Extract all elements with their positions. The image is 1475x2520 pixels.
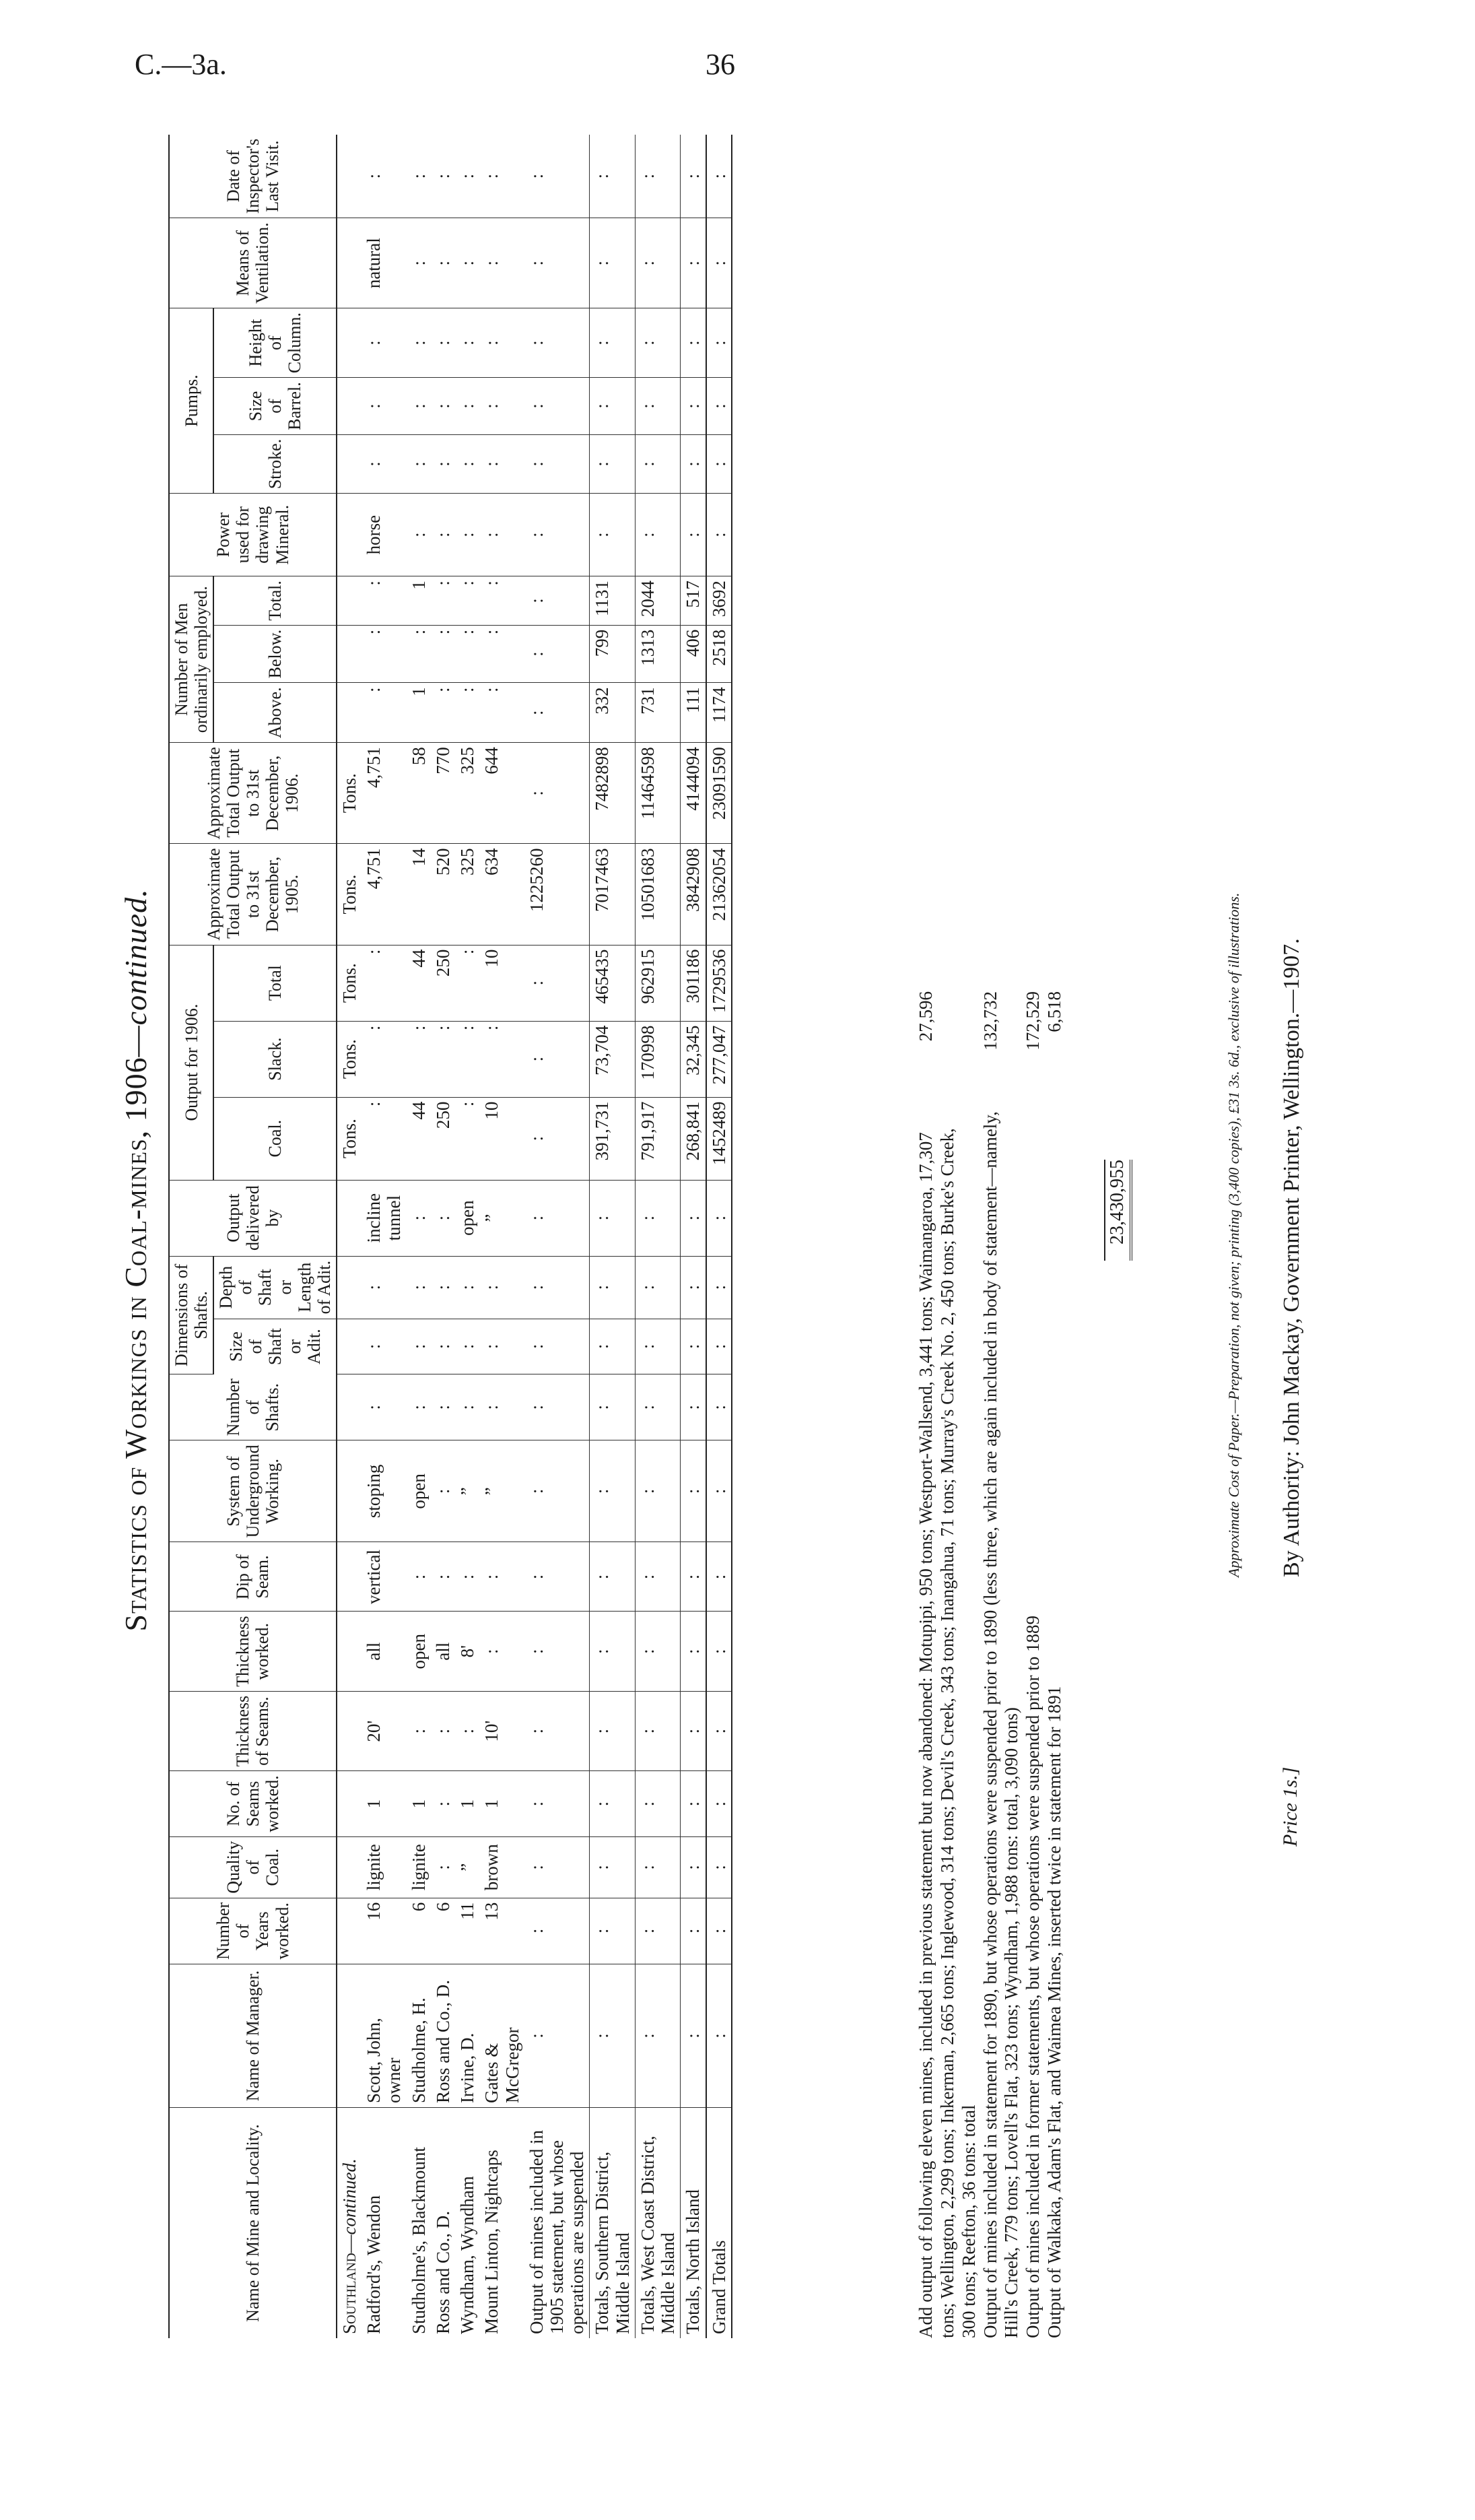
totals-slack: 32,345: [681, 1021, 706, 1097]
cell-total: 44: [407, 945, 431, 1021]
totals-t1906: 11464598: [635, 743, 680, 844]
header-manager: Name of Manager.: [169, 1964, 337, 2108]
cell-quality: :: [431, 1836, 455, 1898]
cell-delivered: incline tunnel: [362, 1180, 406, 1256]
cell-above: :: [362, 683, 406, 743]
header-dip: Dip of Seam.: [169, 1542, 337, 1612]
totals-total: 301186: [681, 945, 706, 1021]
cell-below: :: [479, 625, 524, 683]
header-total-1905: Approximate Total Output to 31st December, 1905.: [169, 844, 337, 945]
table-row: [362, 135, 406, 2338]
header-total-1906: Approximate Total Output to 31st December, 1906.: [169, 743, 337, 844]
cell-name: Ross and Co., D.: [432, 2210, 453, 2334]
cell-above: 1: [407, 683, 431, 743]
cell-dip: vertical: [362, 1542, 406, 1612]
unit-total: Tons.: [337, 945, 362, 1021]
cell-coal: :: [455, 1097, 479, 1180]
cell-t1905: 325: [455, 844, 479, 945]
cell-dip: :: [479, 1542, 524, 1612]
page-number: 36: [706, 48, 735, 81]
header-quality: Quality of Coal.: [169, 1836, 337, 1898]
header-thickness-worked: Thickness worked.: [169, 1612, 337, 1691]
totals-t1905: 7017463: [590, 844, 635, 945]
header-depth-shaft: Depth of Shaft or Length of Adit.: [213, 1256, 337, 1319]
header-above: Above.: [213, 683, 337, 743]
header-pumps: Pumps.: [169, 308, 213, 494]
cell-quality: brown: [479, 1836, 524, 1898]
cell-manager: Gates & McGregor: [479, 1964, 524, 2108]
cell-depth: :: [431, 1256, 455, 1319]
cell-delivered: :: [407, 1180, 431, 1256]
cell-coal: 44: [407, 1097, 431, 1180]
cell-thickness: :: [407, 1691, 431, 1770]
cell-above: :: [479, 683, 524, 743]
cell-seams: 1: [362, 1771, 406, 1836]
cell-seams: 1: [407, 1771, 431, 1836]
header-thickness-seams: Thickness of Seams.: [169, 1691, 337, 1770]
suspended-row: Output of mines included in 1905 statement, but whose operations are suspended : : : : : : : : : : : : : : : 1225260 : : : : : : : : : :: [524, 135, 590, 2338]
grand-below: 2518: [706, 625, 732, 683]
cell-vent: :: [407, 218, 431, 308]
footnote-item: [1044, 991, 1066, 2338]
cell-thickness: 10': [479, 1691, 524, 1770]
header-output-1906: Output for 1906.: [169, 945, 213, 1180]
footnote-text: Output of mines included in former statements, but whose operations were suspended prior to 1889: [1023, 1615, 1043, 2338]
cell-name: Studholme's, Blackmount: [408, 2147, 429, 2334]
totals-row: Totals, Southern District, Middle Island : : : : : : : : : : : : 391,731 73,704 465435 7017463 7482898 332 799 1131 : : : : : :: [590, 135, 635, 2338]
cell-men_total: :: [455, 576, 479, 626]
header-column: Height of Column.: [213, 308, 337, 378]
cell-years: 13: [479, 1898, 524, 1964]
cell-quality: lignite: [407, 1836, 431, 1898]
totals-slack: 73,704: [590, 1021, 635, 1097]
totals-coal: 268,841: [681, 1097, 706, 1180]
cell-depth: :: [407, 1256, 431, 1319]
totals-above: 111: [681, 683, 706, 743]
cell-years: 16: [362, 1898, 406, 1964]
header-stroke: Stroke.: [213, 434, 337, 493]
cell-total: 10: [479, 945, 524, 1021]
header-visit: Date of Inspector's Last Visit.: [169, 135, 337, 218]
totals-above: 731: [635, 683, 680, 743]
cell-vent: :: [455, 218, 479, 308]
final-grand-total: 23,430,955: [1104, 1160, 1132, 1261]
header-shafts: Number of Shafts.: [169, 1374, 337, 1440]
cell-column: :: [479, 308, 524, 378]
cell-t1905: 4,751: [362, 844, 406, 945]
footnote-value: 132,732: [980, 991, 1000, 1051]
cell-shafts: :: [362, 1374, 406, 1440]
header-total: Total: [213, 945, 337, 1021]
header-system: System of Underground Working.: [169, 1440, 337, 1542]
totals-t1906: 4144094: [681, 743, 706, 844]
cell-visit: :: [407, 135, 431, 218]
totals-coal: 791,917: [635, 1097, 680, 1180]
cell-size: :: [455, 1319, 479, 1374]
header-ventilation: Means of Ventilation.: [169, 218, 337, 308]
header-men: Number of Men ordinarily employed.: [169, 576, 213, 743]
header-size-shaft: Size of Shaft or Adit.: [213, 1319, 337, 1374]
header-coal: Coal.: [213, 1097, 337, 1180]
cell-years: 6: [407, 1898, 431, 1964]
cell-power: :: [407, 494, 431, 576]
cell-power: :: [431, 494, 455, 576]
cell-barrel: :: [362, 378, 406, 434]
cell-slack: :: [479, 1021, 524, 1097]
cell-total: 250: [431, 945, 455, 1021]
cell-t1906: 325: [455, 743, 479, 844]
cell-shafts: :: [479, 1374, 524, 1440]
table-row: [431, 135, 455, 2338]
cell-stroke: :: [431, 434, 455, 493]
cell-stroke: :: [479, 434, 524, 493]
cell-delivered: :: [431, 1180, 455, 1256]
grand-coal: 1452489: [706, 1097, 732, 1180]
cell-depth: :: [362, 1256, 406, 1319]
totals-t1906: 7482898: [590, 743, 635, 844]
cell-size: :: [362, 1319, 406, 1374]
cell-slack: :: [431, 1021, 455, 1097]
cell-men_total: :: [431, 576, 455, 626]
footnote-value: 172,529: [1023, 991, 1043, 1051]
cell-coal: 250: [431, 1097, 455, 1180]
footnote-value: 6,518: [1044, 991, 1065, 1032]
footnote-text: Add output of following eleven mines, included in previous statement but now abandoned: Motupipi, 950 tons; Westport-Wallsend, 3,441 tons; Waimangaroa, 17,307 tons; Wellington, 2,299 tons; Inkerman, 2,665 tons; Inglewood, 314 tons; Devil's Creek, 343 tons; Inangahua, 71 tons; Murray's Creek No. 2, 450 tons; Burke's Creek, 300 tons; Reefton, 36 tons: total: [916, 1128, 979, 2338]
cell-system: open: [407, 1440, 431, 1542]
cell-stroke: :: [455, 434, 479, 493]
cell-worked: :: [479, 1612, 524, 1691]
totals-men_total: 517: [681, 576, 706, 626]
totals-label: Totals, Southern District, Middle Island: [590, 2108, 635, 2339]
cell-t1906: 4,751: [362, 743, 406, 844]
cell-size: :: [479, 1319, 524, 1374]
footnote-text: Output of Walkaka, Adam's Flat, and Waimea Mines, inserted twice in statement for 1891: [1044, 1686, 1065, 2338]
footnote-item: [980, 991, 1023, 2338]
authority-line: By Authority: John Mackay, Government Printer, Wellington.—1907.: [1279, 938, 1304, 1577]
cell-column: :: [407, 308, 431, 378]
header-men-total: Total.: [213, 576, 337, 626]
cell-depth: :: [455, 1256, 479, 1319]
totals-above: 332: [590, 683, 635, 743]
cell-stroke: :: [362, 434, 406, 493]
suspended-label: Output of mines included in 1905 statement, but whose operations are suspended: [526, 2130, 588, 2334]
cell-t1905: 634: [479, 844, 524, 945]
grand-totals-row: Grand Totals : : : : : : : : : : : : 1452489 277,047 1729536 21362054 23091590 1174 2518 3692 : : : : : :: [706, 135, 732, 2338]
cell-quality: ”: [455, 1836, 479, 1898]
cell-manager: Scott, John, owner: [362, 1964, 406, 2108]
cost-note: Approximate Cost of Paper.—Preparation, not given; printing (3,400 copies), £31 3s. 6d., exclusive of illustrations.: [1225, 892, 1242, 1577]
cell-total: :: [362, 945, 406, 1021]
cell-manager: Ross and Co., D.: [431, 1964, 455, 2108]
cell-men_total: :: [479, 576, 524, 626]
header-delivered: Output delivered by: [169, 1180, 337, 1256]
unit-slack: Tons.: [337, 1021, 362, 1097]
footnote-value: 27,596: [916, 991, 936, 1042]
unit-1905: Tons.: [337, 844, 362, 945]
section-label: Southland—continued.: [339, 2158, 359, 2334]
cell-shafts: :: [455, 1374, 479, 1440]
cell-system: ”: [455, 1440, 479, 1542]
cell-vent: natural: [362, 218, 406, 308]
suspended-1905: 1225260: [524, 844, 590, 945]
cell-barrel: :: [407, 378, 431, 434]
cell-system: ”: [479, 1440, 524, 1542]
cell-depth: :: [479, 1256, 524, 1319]
totals-coal: 391,731: [590, 1097, 635, 1180]
cell-worked: all: [431, 1612, 455, 1691]
grand-label: Grand Totals: [706, 2108, 732, 2339]
cell-thickness: :: [455, 1691, 479, 1770]
cell-years: 6: [431, 1898, 455, 1964]
cell-manager: Studholme, H.: [407, 1964, 431, 2108]
cell-below: :: [407, 625, 431, 683]
header-barrel: Size of Barrel.: [213, 378, 337, 434]
document-series: C.—3a.: [135, 48, 227, 81]
cell-coal: 10: [479, 1097, 524, 1180]
header-years: Number of Years worked.: [169, 1898, 337, 1964]
cell-delivered: open: [455, 1180, 479, 1256]
cell-size: :: [407, 1319, 431, 1374]
totals-row: Totals, West Coast District, Middle Island : : : : : : : : : : : : 791,917 170998 962915 10501683 11464598 731 1313 2044 : : : : : :: [635, 135, 680, 2338]
cell-t1906: 770: [431, 743, 455, 844]
cell-below: :: [431, 625, 455, 683]
cell-system: :: [431, 1440, 455, 1542]
table-row: [479, 135, 524, 2338]
cell-t1906: 58: [407, 743, 431, 844]
cell-t1905: 14: [407, 844, 431, 945]
cell-barrel: :: [431, 378, 455, 434]
cell-vent: :: [479, 218, 524, 308]
totals-slack: 170998: [635, 1021, 680, 1097]
cell-name: Radford's, Wendon: [364, 2195, 384, 2334]
statistics-table: [168, 135, 732, 2338]
footnotes: [916, 991, 1066, 2338]
cell-size: :: [431, 1319, 455, 1374]
cell-vent: :: [431, 218, 455, 308]
cell-above: :: [431, 683, 455, 743]
cell-column: :: [455, 308, 479, 378]
cell-slack: :: [362, 1021, 406, 1097]
cell-dip: :: [407, 1542, 431, 1612]
cell-shafts: :: [431, 1374, 455, 1440]
cell-name: Wyndham, Wyndham: [457, 2176, 478, 2334]
cell-seams: :: [431, 1771, 455, 1836]
cell-power: horse: [362, 494, 406, 576]
cell-power: :: [479, 494, 524, 576]
cell-slack: :: [455, 1021, 479, 1097]
footnote-item: [1023, 991, 1044, 2338]
cell-dip: :: [431, 1542, 455, 1612]
cell-dip: :: [455, 1542, 479, 1612]
cell-seams: 1: [479, 1771, 524, 1836]
grand-above: 1174: [706, 683, 732, 743]
cell-slack: :: [407, 1021, 431, 1097]
cell-below: :: [362, 625, 406, 683]
cell-years: 11: [455, 1898, 479, 1964]
header-name-locality: Name of Mine and Locality.: [169, 2108, 337, 2339]
cell-barrel: :: [455, 378, 479, 434]
cell-delivered: ”: [479, 1180, 524, 1256]
cell-total: :: [455, 945, 479, 1021]
table-title: Statistics of Workings in Coal-mines, 1906—continued.: [118, 888, 153, 1632]
cell-column: :: [431, 308, 455, 378]
cell-quality: lignite: [362, 1836, 406, 1898]
header-power: Power used for drawing Mineral.: [169, 494, 337, 576]
cell-coal: :: [362, 1097, 406, 1180]
cell-worked: 8': [455, 1612, 479, 1691]
units-row: [337, 135, 362, 2338]
cell-stroke: :: [407, 434, 431, 493]
header-dimensions: Dimensions of Shafts.: [169, 1256, 213, 1374]
totals-total: 465435: [590, 945, 635, 1021]
cell-power: :: [455, 494, 479, 576]
totals-below: 1313: [635, 625, 680, 683]
cell-t1905: 520: [431, 844, 455, 945]
totals-label: Totals, North Island: [681, 2108, 706, 2339]
header-below: Below.: [213, 625, 337, 683]
totals-label: Totals, West Coast District, Middle Island: [635, 2108, 680, 2339]
cell-thickness: 20': [362, 1691, 406, 1770]
cell-system: stoping: [362, 1440, 406, 1542]
grand-total: 1729536: [706, 945, 732, 1021]
totals-total: 962915: [635, 945, 680, 1021]
cell-visit: :: [455, 135, 479, 218]
header-seams-worked: No. of Seams worked.: [169, 1771, 337, 1836]
cell-above: :: [455, 683, 479, 743]
cell-barrel: :: [479, 378, 524, 434]
cell-column: :: [362, 308, 406, 378]
grand-1905: 21362054: [706, 844, 732, 945]
header-row: [169, 135, 213, 2338]
cell-visit: :: [431, 135, 455, 218]
table-row: [455, 135, 479, 2338]
cell-worked: all: [362, 1612, 406, 1691]
cell-visit: :: [479, 135, 524, 218]
totals-men_total: 1131: [590, 576, 635, 626]
totals-men_total: 2044: [635, 576, 680, 626]
cell-men_total: 1: [407, 576, 431, 626]
cell-shafts: :: [407, 1374, 431, 1440]
unit-coal: Tons.: [337, 1097, 362, 1180]
cell-men_total: :: [362, 576, 406, 626]
footnote-item: [916, 991, 980, 2338]
totals-t1905: 10501683: [635, 844, 680, 945]
grand-slack: 277,047: [706, 1021, 732, 1097]
cell-t1906: 644: [479, 743, 524, 844]
price-note: Price 1s.]: [1279, 1766, 1301, 1847]
footnote-text: Output of mines included in statement for 1890, but whose operations were suspended prior to 1890 (less three, which are again included in body of statement—namely, Hill's Creek, 779 tons; Lovell's Flat, 323 tons; Wyndham, 1,988 tons: total, 3,090 tons): [980, 1111, 1022, 2338]
unit-1906: Tons.: [337, 743, 362, 844]
totals-below: 799: [590, 625, 635, 683]
totals-row: Totals, North Island : : : : : : : : : : : : 268,841 32,345 301186 3842908 4144094 111 406 517 : : : : : :: [681, 135, 706, 2338]
cell-below: :: [455, 625, 479, 683]
grand-1906: 23091590: [706, 743, 732, 844]
cell-visit: :: [362, 135, 406, 218]
grand-men-total: 3692: [706, 576, 732, 626]
header-slack: Slack.: [213, 1021, 337, 1097]
cell-name: Mount Linton, Nightcaps: [481, 2150, 502, 2334]
cell-thickness: :: [431, 1691, 455, 1770]
cell-seams: 1: [455, 1771, 479, 1836]
table-row: [407, 135, 431, 2338]
cell-manager: Irvine, D.: [455, 1964, 479, 2108]
totals-below: 406: [681, 625, 706, 683]
cell-worked: open: [407, 1612, 431, 1691]
totals-t1905: 3842908: [681, 844, 706, 945]
